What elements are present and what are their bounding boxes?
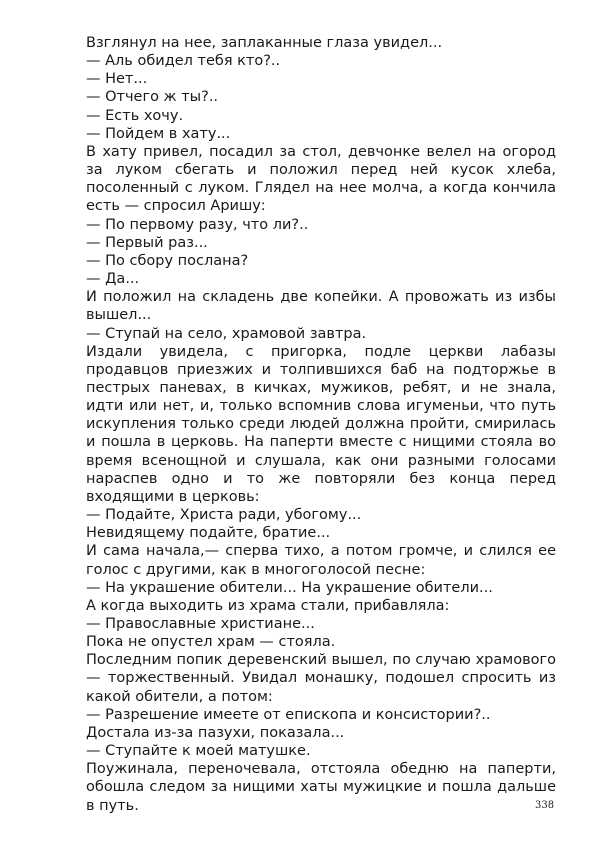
paragraph: Последним попик деревенский вышел, по случаю храмового — торжественный. Увидал монашку, подошел спросить из какой обители, а потом: — [86, 652, 556, 705]
dialogue-line: — Ступайте к моей матушке. — [86, 743, 311, 760]
dialogue-line: — Есть хочу. — [86, 107, 184, 124]
paragraph: Пока не опустел храм — стояла. — [86, 634, 336, 651]
dialogue-line: — По сбору послана? — [86, 252, 249, 269]
dialogue-line: — Отчего ж ты?.. — [86, 89, 219, 106]
dialogue-line: — Подайте, Христа ради, убогому... — [86, 507, 362, 524]
dialogue-line: — Пойдем в хату... — [86, 125, 231, 142]
body-text — [86, 34, 556, 815]
paragraph: Издали увидела, с пригорка, подле церкви лабазы продавцов приезжих и толпившихся баб на подторжье в пестрых паневах, в кичках, мужиков, ребят, и не знала, идти или нет, и, только вспомнив слова игуменьи, что путь искупления только среди людей должна пройти, смирилась и пошла в церковь. На паперти вместе с нищими стояла во время всенощной и слушала, как они разными голосами нараспев одно и то же повторяли без конца перед входящими в церковь: — [86, 343, 556, 505]
dialogue-line: — По первому разу, что ли?.. — [86, 216, 309, 233]
paragraph: Взглянул на нее, заплаканные глаза увидел... — [86, 35, 443, 51]
dialogue-line: — Разрешение имеете от епископа и консистории?.. — [86, 706, 491, 723]
dialogue-line: — Первый раз... — [86, 234, 208, 251]
paragraph: В хату привел, посадил за стол, девчонке велел на огород за луком сбегать и положил перед ней кусок хлеба, посоленный с луком. Глядел на нее молча, а когда кончила есть — спросил Аришу: — [86, 143, 556, 215]
dialogue-line: Невидящему подайте, братие... — [86, 525, 331, 542]
dialogue-line: — На украшение обители... На украшение обители... — [86, 579, 493, 596]
paragraph: Достала из-за пазухи, показала... — [86, 724, 345, 741]
dialogue-line: — Нет... — [86, 71, 148, 88]
paragraph: И положил на складень две копейки. А провожать из избы вышел... — [86, 289, 556, 324]
dialogue-line: — Православные христиане... — [86, 616, 315, 632]
dialogue-line: — Да... — [86, 271, 140, 288]
page-number: 338 — [535, 800, 555, 811]
paragraph: А когда выходить из храма стали, прибавляла: — [86, 597, 450, 614]
paragraph: И сама начала,— сперва тихо, а потом громче, и слился ее голос с другими, как в многоголосой песне: — [86, 543, 556, 578]
dialogue-line: — Ступай на село, храмовой завтра. — [86, 325, 367, 342]
dialogue-line: — Аль обидел тебя кто?.. — [86, 53, 281, 70]
paragraph: Поужинала, переночевала, отстояла обедню на паперти, обошла следом за нищими хаты мужицкие и пошла дальше в путь. — [86, 761, 556, 814]
